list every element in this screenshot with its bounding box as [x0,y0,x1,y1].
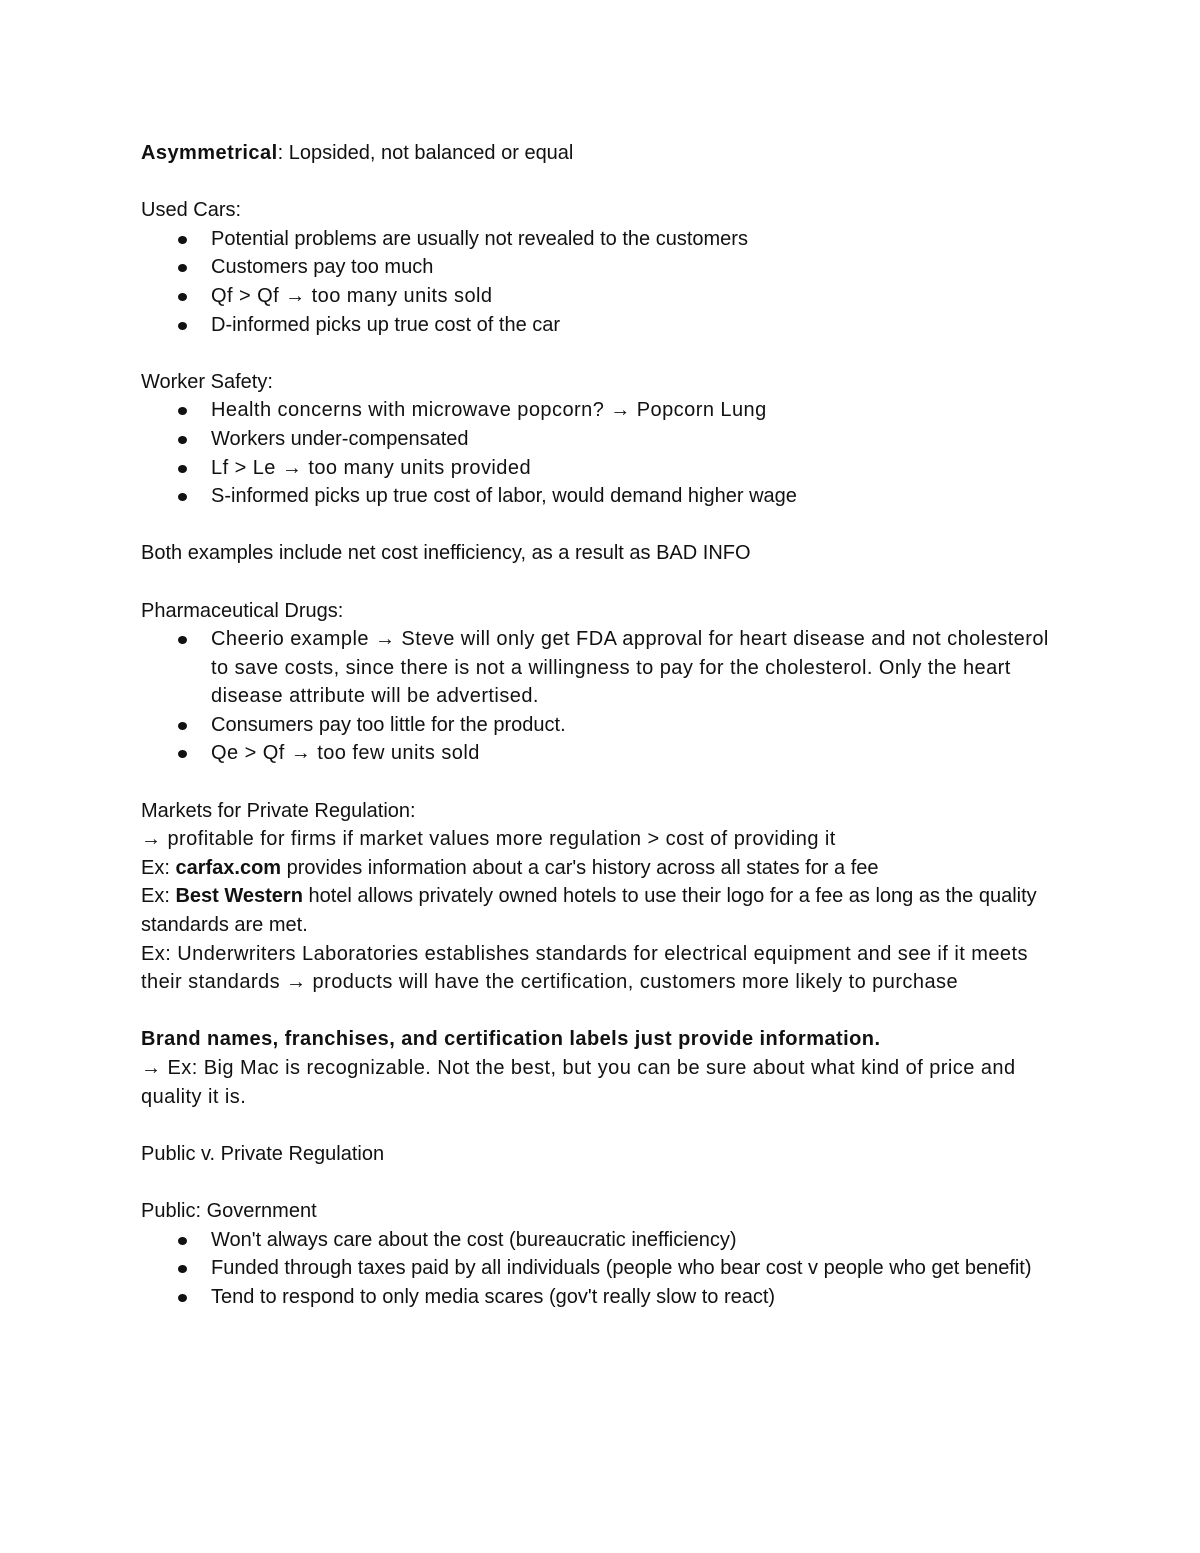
list-item: Won't always care about the cost (bureaucratic inefficiency) [141,1226,1071,1255]
list-item: Health concerns with microwave popcorn? → Popcorn Lung [141,396,1071,425]
public-private-heading: Public v. Private Regulation [141,1142,385,1165]
brand-bold-line: Brand names, franchises, and certification labels just provide information. [141,1028,881,1051]
list-item: Consumers pay too little for the product. [141,711,1071,740]
list-item: Funded through taxes paid by all individuals (people who bear cost v people who get benefit) [141,1254,1071,1283]
private-regulation-line: → profitable for firms if market values more regulation > cost of providing it [141,828,836,851]
worker-safety-heading: Worker Safety: [141,370,273,393]
example-carfax [141,854,1071,883]
private-regulation-heading: Markets for Private Regulation: [141,799,416,822]
document-page [141,139,1071,1311]
worker-safety-list [141,396,1071,510]
carfax-name: carfax.com [175,856,282,879]
list-item: Lf > Le → too many units provided [141,454,1071,483]
best-western-name: Best Western [175,885,303,908]
used-cars-heading: Used Cars: [141,199,242,222]
list-item: Potential problems are usually not revealed to the customers [141,225,1071,254]
definition-line [141,139,1071,168]
public-list [141,1226,1071,1312]
carfax-description: provides information about a car's history across all states for a fee [281,856,879,879]
list-item: Cheerio example → Steve will only get FDA approval for heart disease and not cholesterol to save costs, since there is not a willingness to pay for the cholesterol. Only the heart disease attribute will be advertised. [141,625,1071,711]
list-item: Qf > Qf → too many units sold [141,282,1071,311]
list-item: S-informed picks up true cost of labor, would demand higher wage [141,482,1071,511]
list-item: Tend to respond to only media scares (gov't really slow to react) [141,1283,1071,1312]
brand-example: → Ex: Big Mac is recognizable. Not the best, but you can be sure about what kind of price and quality it is. [141,1057,1016,1108]
example-underwriters: Ex: Underwriters Laboratories establishes standards for electrical equipment and see if it meets their standards → products will have the certification, customers more likely to purchase [141,942,1028,994]
term-asymmetrical: Asymmetrical [141,142,278,164]
list-item: Qe > Qf → too few units sold [141,739,1071,768]
example-prefix: Ex: [141,885,176,908]
example-best-western [141,882,1071,939]
list-item: D-informed picks up true cost of the car [141,311,1071,340]
both-examples-note: Both examples include net cost inefficiency, as a result as BAD INFO [141,542,751,565]
used-cars-list [141,225,1071,339]
term-definition: : Lopsided, not balanced or equal [277,142,574,164]
best-western-description: hotel allows privately owned hotels to use their logo for a fee as long as the quality standards are met. [141,885,1037,937]
public-heading: Public: Government [141,1199,317,1222]
pharma-list [141,625,1071,768]
list-item: Customers pay too much [141,253,1071,282]
example-prefix: Ex: [141,856,176,879]
brand-statement [141,1025,1071,1054]
pharma-heading: Pharmaceutical Drugs: [141,599,344,622]
list-item: Workers under-compensated [141,425,1071,454]
